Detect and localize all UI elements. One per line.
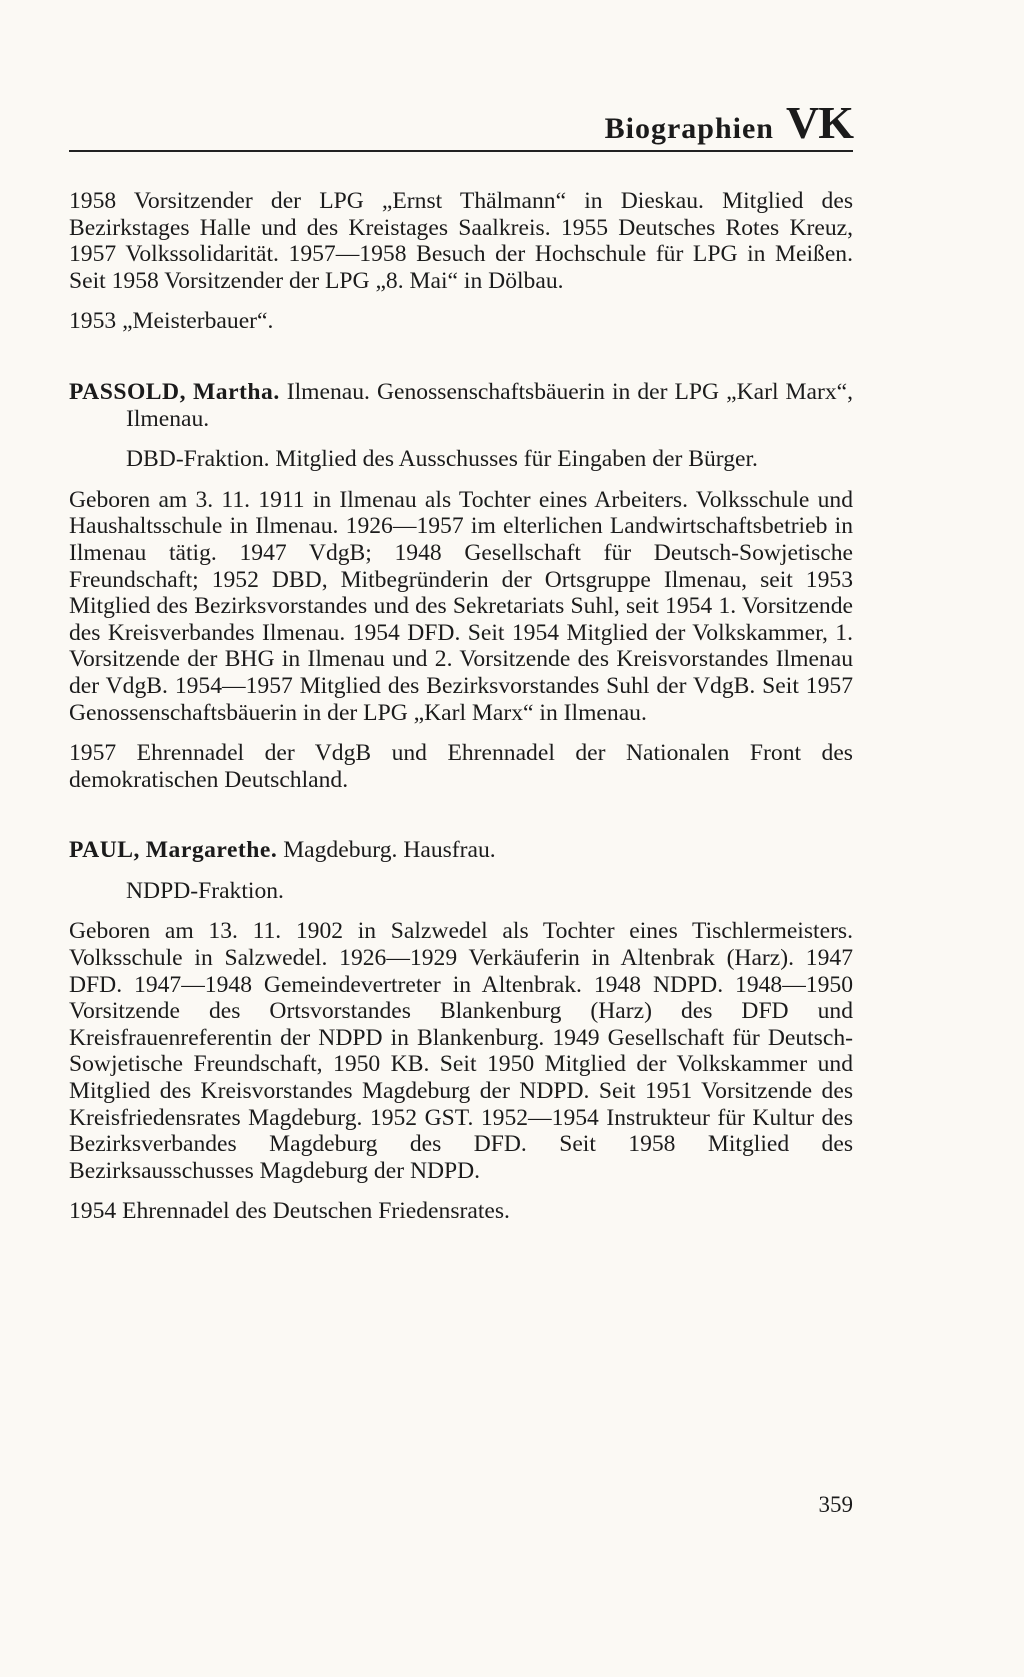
entry-honors: 1957 Ehrennadel der VdgB und Ehrennadel der Nationalen Front des demokratischen Deutschland. bbox=[69, 740, 853, 793]
running-header-code: VK bbox=[786, 97, 853, 148]
entry-biography: Geboren am 3. 11. 1911 in Ilmenau als Tochter eines Arbeiters. Volksschule und Haushaltsschule in Ilmenau. 1926—1957 im elterlichen Landwirtschaftsbetrieb in Ilmenau tätig. 1947 VdgB; 1948 Gesellschaft für Deutsch-Sowjetische Freundschaft; 1952 DBD, Mitbegründerin der Ortsgruppe Ilmenau, seit 1953 Mitglied des Bezirksvorstandes und des Sekretariats Suhl, seit 1954 1. Vorsitzende des Kreisverbandes Ilmenau. 1954 DFD. Seit 1954 Mitglied der Volkskammer, 1. Vorsitzende der BHG in Ilmenau und 2. Vorsitzende des Kreisvorstandes Ilmenau der VdgB. 1954—1957 Mitglied des Bezirksvorstandes Suhl der VdgB. Seit 1957 Genossenschaftsbäuerin in der LPG „Karl Marx“ in Ilmenau. bbox=[69, 486, 853, 726]
entry-headline: Magdeburg. Hausfrau. bbox=[283, 837, 496, 864]
book-page bbox=[69, 0, 853, 1677]
running-header bbox=[69, 98, 853, 152]
entry-biography: Geboren am 13. 11. 1902 in Salzwedel als Tochter eines Tischlermeisters. Volksschule in Salzwedel. 1926—1929 Verkäuferin in Altenbrak (Harz). 1947 DFD. 1947—1948 Gemeindevertreter in Altenbrak. 1948 NDPD. 1948—1950 Vorsitzende des Ortsvorstandes Blankenburg (Harz) des DFD und Kreisfrauenreferentin der NDPD in Blankenburg. 1949 Gesellschaft für Deutsch-Sowjetische Freundschaft, 1950 KB. Seit 1950 Mitglied der Volkskammer und Mitglied des Kreisvorstandes Magdeburg der NDPD. Seit 1951 Vorsitzende des Kreisfriedensrates Magdeburg. 1952 GST. 1952—1954 Instrukteur für Kultur des Bezirksverbandes Magdeburg des DFD. Seit 1958 Mitglied des Bezirksausschusses Magdeburg der NDPD. bbox=[69, 918, 853, 1184]
page-body bbox=[69, 188, 853, 1225]
page-number: 359 bbox=[818, 1492, 853, 1517]
intro-honors: 1953 „Meisterbauer“. bbox=[69, 308, 274, 335]
entry-fraction: DBD-Fraktion. Mitglied des Ausschusses für Eingaben der Bürger. bbox=[126, 446, 758, 473]
entry-surname: PAUL, bbox=[69, 837, 140, 864]
running-header-title: Biographien bbox=[604, 112, 774, 145]
entry-fraction: NDPD-Fraktion. bbox=[126, 877, 284, 904]
entry-heading-passold bbox=[69, 379, 853, 432]
entry-given-name: Martha. bbox=[193, 378, 280, 405]
entry-surname: PASSOLD, bbox=[69, 378, 186, 405]
entry-honors: 1954 Ehrennadel des Deutschen Friedensrates. bbox=[69, 1198, 510, 1225]
entry-heading-paul bbox=[69, 837, 853, 864]
intro-paragraph: 1958 Vorsitzender der LPG „Ernst Thälmann“ in Dieskau. Mitglied des Bezirkstages Halle und des Kreistages Saalkreis. 1955 Deutsches Rotes Kreuz, 1957 Volkssolidarität. 1957—1958 Besuch der Hochschule für LPG in Meißen. Seit 1958 Vorsitzender der LPG „8. Mai“ in Dölbau. bbox=[69, 188, 853, 294]
entry-given-name: Margarethe. bbox=[145, 837, 278, 864]
entry-headline: Ilmenau. Genossenschaftsbäuerin in der LPG „Karl Marx“, Ilmenau. bbox=[126, 378, 853, 432]
